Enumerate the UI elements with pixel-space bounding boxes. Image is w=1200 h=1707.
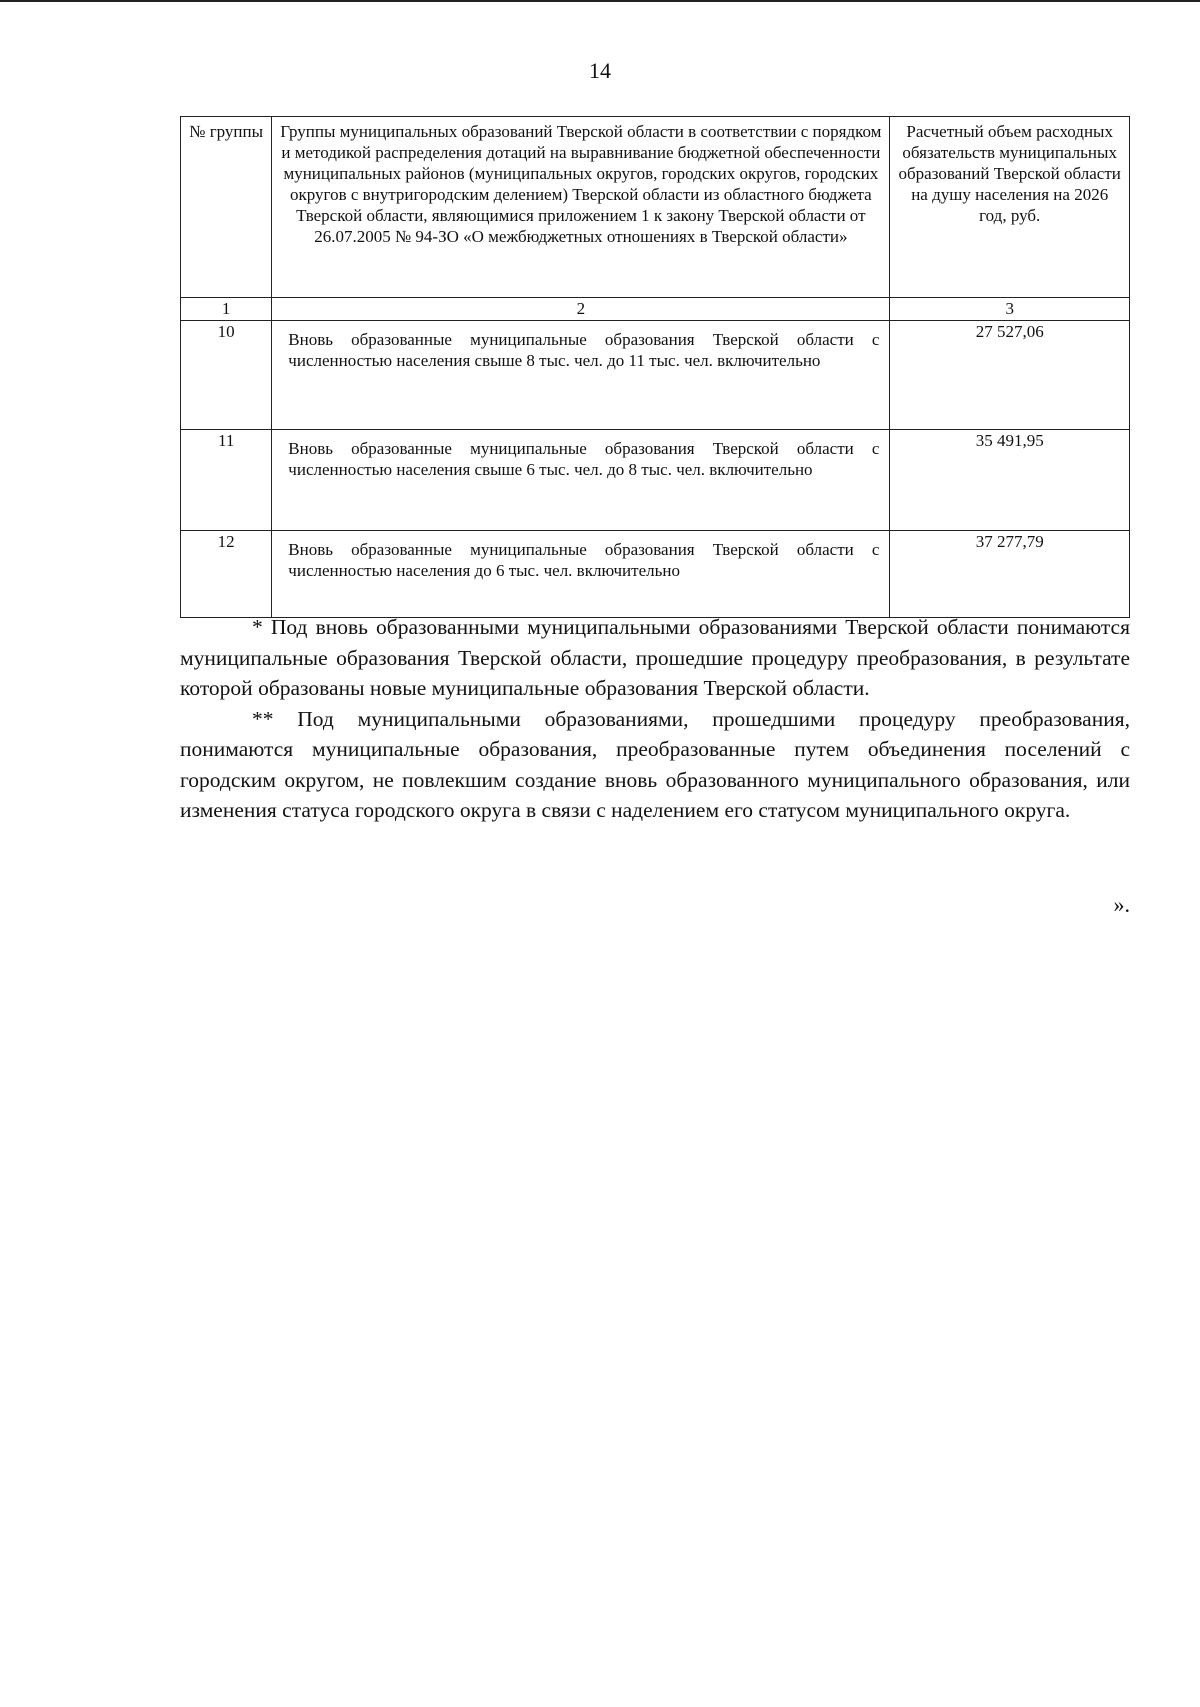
row-group-number: 10 bbox=[181, 321, 272, 430]
table-row bbox=[181, 430, 1130, 531]
row-value: 27 527,06 bbox=[890, 321, 1130, 430]
index-cell-2: 2 bbox=[272, 298, 890, 321]
row-description: Вновь образованные муниципальные образования Тверской области с численностью населения свыше 6 тыс. чел. до 8 тыс. чел. включительно bbox=[272, 430, 890, 531]
index-cell-1: 1 bbox=[181, 298, 272, 321]
closing-quote-mark: ». bbox=[1113, 892, 1130, 917]
header-group-description: Группы муниципальных образований Тверской области в соответствии с порядком и методикой распределения дотаций на выравнивание бюджетной обеспеченности муниципальных районов (муниципальных округов, городских округов, городских округов с внутригородским делением) Тверской области из областного бюджета Тверской области, являющимися приложением 1 к закону Тверской области от 26.07.2005 № 94-ЗО «О межбюджетных отношениях в Тверской области» bbox=[272, 117, 890, 298]
footnote-single-asterisk: * Под вновь образованными муниципальными образованиями Тверской области понимаются муниципальные образования Тверской области, прошедшие процедуру преобразования, в результате которой образованы новые муниципальные образования Тверской области. bbox=[180, 615, 1130, 700]
row-description: Вновь образованные муниципальные образования Тверской области с численностью населения свыше 8 тыс. чел. до 11 тыс. чел. включительно bbox=[272, 321, 890, 430]
header-group-number: № группы bbox=[181, 117, 272, 298]
header-expense-per-capita: Расчетный объем расходных обязательств муниципальных образований Тверской области на душу населения на 2026 год, руб. bbox=[890, 117, 1130, 298]
table-index-row bbox=[181, 298, 1130, 321]
budget-table bbox=[180, 116, 1130, 618]
table-row bbox=[181, 531, 1130, 618]
row-group-number: 11 bbox=[181, 430, 272, 531]
table-header-row bbox=[181, 117, 1130, 298]
row-description: Вновь образованные муниципальные образования Тверской области с численностью населения до 6 тыс. чел. включительно bbox=[272, 531, 890, 618]
index-cell-3: 3 bbox=[890, 298, 1130, 321]
footnote-double-asterisk: ** Под муниципальными образованиями, прошедшими процедуру преобразования, понимаются муниципальные образования, преобразованные путем объединения поселений с городским округом, не повлекшим создание вновь образованного муниципального образования, или изменения статуса городского округа в связи с наделением его статусом муниципального округа. bbox=[180, 706, 1130, 822]
row-group-number: 12 bbox=[181, 531, 272, 618]
table-row bbox=[181, 321, 1130, 430]
page-top-border bbox=[0, 0, 1200, 2]
footnotes bbox=[180, 612, 1130, 826]
row-value: 37 277,79 bbox=[890, 531, 1130, 618]
row-value: 35 491,95 bbox=[890, 430, 1130, 531]
page-number: 14 bbox=[589, 58, 611, 83]
